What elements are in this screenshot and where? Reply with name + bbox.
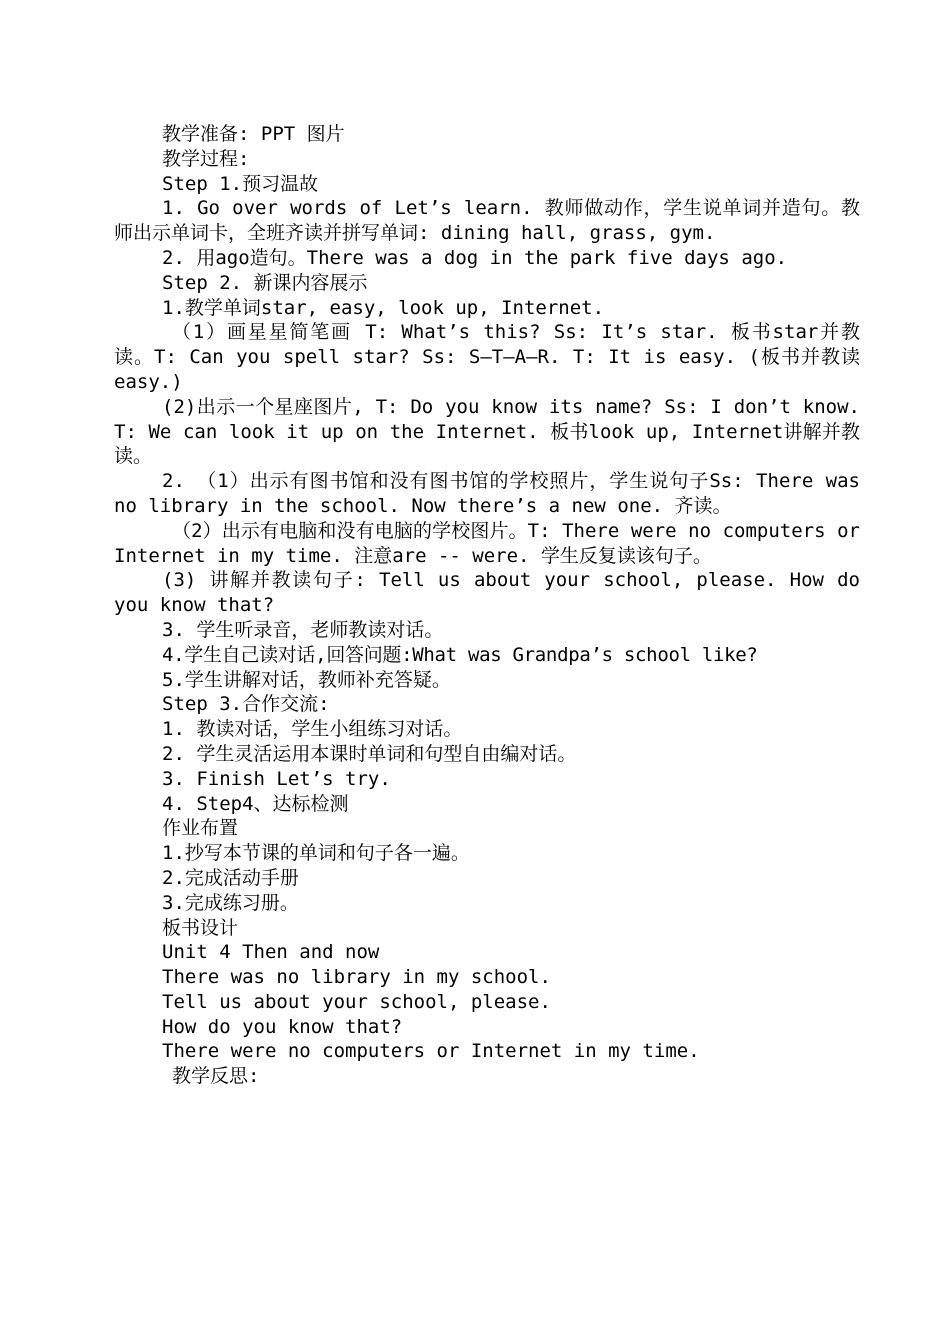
- step-3-item-2: 2. 学生灵活运用本课时单词和句型自由编对话。: [162, 742, 577, 765]
- step-2-item-1: 1.教学单词star, easy, look up, Internet.: [162, 296, 605, 319]
- step-1-item-2: 2. 用ago造句。There was a dog in the park five days ago.: [162, 246, 788, 269]
- step-3-heading: Step 3.合作交流:: [162, 693, 330, 716]
- step-2-item-2-sub-1: 2. （1）出示有图书馆和没有图书馆的学校照片，学生说句子Ss: There was no library in the school. Now there’s a new one. 齐读。: [114, 470, 860, 517]
- homework-item-3: 3.完成练习册。: [162, 891, 299, 914]
- board-design-line-1: Unit 4 Then and now: [162, 941, 380, 964]
- board-design-heading: 板书设计: [162, 916, 239, 939]
- step-2-item-3: 3. 学生听录音，老师教读对话。: [162, 618, 444, 641]
- teaching-process-heading: 教学过程:: [162, 147, 250, 170]
- teaching-reflection-heading: 教学反思:: [172, 1065, 260, 1088]
- step-3-item-1: 1. 教读对话，学生小组练习对话。: [162, 718, 463, 741]
- homework-item-1: 1.抄写本节课的单词和句子各一遍。: [162, 842, 470, 865]
- step-3-item-4: 4. Step4、达标检测: [162, 792, 349, 815]
- step-2-item-2-sub-2: （2）出示有电脑和没有电脑的学校图片。T: There were no computers or Internet in my time. 注意are -- were. 学生反复读该句子。: [114, 519, 860, 567]
- step-3-item-3: 3. Finish Let’s try.: [162, 767, 391, 790]
- step-2-item-4: 4.学生自己读对话,回答问题:What was Grandpa’s school like?: [162, 643, 758, 666]
- step-2-item-5: 5.学生讲解对话，教师补充答疑。: [162, 668, 451, 691]
- step-2-item-1-sub-2: (2)出示一个星座图片, T: Do you know its name? Ss: I don’t know. T: We can look it up on the Internet. 板书look up, Internet讲解并教读。: [114, 395, 860, 468]
- board-design-line-5: There were no computers or Internet in my time.: [162, 1040, 700, 1063]
- board-design-line-4: How do you know that?: [162, 1015, 403, 1038]
- step-1-heading: Step 1.预习温故: [162, 172, 319, 195]
- lesson-plan-body: [114, 122, 860, 1089]
- step-2-heading: Step 2. 新课内容展示: [162, 271, 368, 294]
- step-2-item-1-sub-1: （1）画星星简笔画 T: What’s this? Ss: It’s star. 板书star并教读。T: Can you spell star? Ss: S—T—A—R. T: It is easy. (板书并教读easy.): [114, 321, 860, 393]
- step-1-item-1: 1. Go over words of Let’s learn. 教师做动作，学生说单词并造句。教师出示单词卡，全班齐读并拼写单词: dining hall, grass, gym.: [114, 197, 860, 245]
- teaching-preparation: 教学准备: PPT 图片: [162, 123, 345, 145]
- step-2-item-2-sub-3: (3) 讲解并教读句子: Tell us about your school, please. How do you know that?: [114, 569, 860, 617]
- homework-heading: 作业布置: [162, 817, 239, 840]
- board-design-line-2: There was no library in my school.: [162, 966, 551, 989]
- board-design-line-3: Tell us about your school, please.: [162, 990, 551, 1013]
- homework-item-2: 2.完成活动手册: [162, 866, 299, 889]
